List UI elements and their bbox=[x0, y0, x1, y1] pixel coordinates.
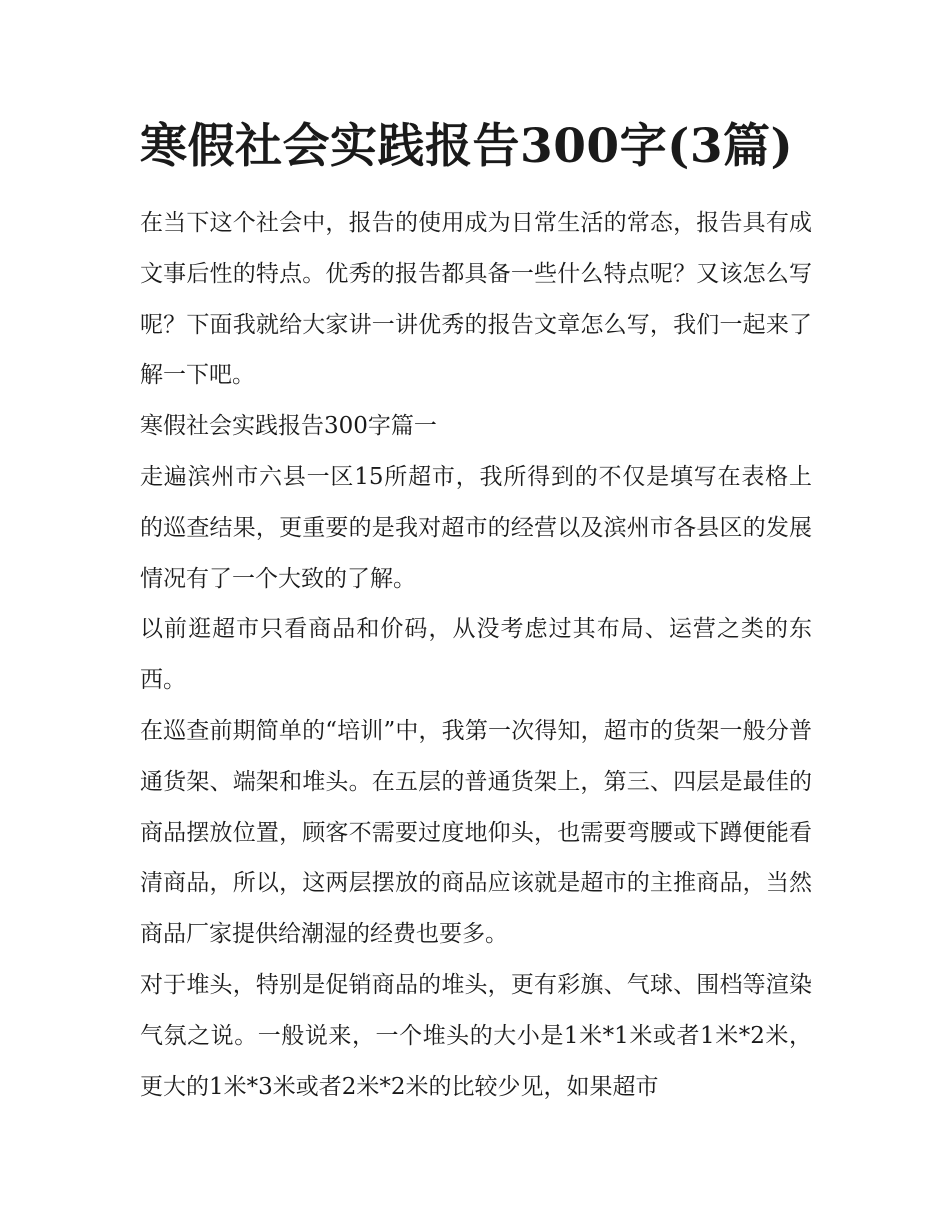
intro-paragraph: 在当下这个社会中，报告的使用成为日常生活的常态，报告具有成文事后性的特点。优秀的报告都具备一些什么特点呢？又该怎么写呢？下面我就给大家讲一讲优秀的报告文章怎么写，我们一起来了解一下吧。 bbox=[140, 210, 812, 389]
body-paragraph: 在巡查前期简单的“培训”中，我第一次得知，超市的货架一般分普通货架、端架和堆头。在五层的普通货架上，第三、四层是最佳的商品摆放位置，顾客不需要过度地仰头，也需要弯腰或下蹲便能看清商品，所以，这两层摆放的商品应该就是超市的主推商品，当然商品厂家提供给潮湿的经费也要多。 bbox=[140, 717, 812, 948]
body-paragraph: 走遍滨州市六县一区15所超市，我所得到的不仅是填写在表格上的巡查结果，更重要的是我对超市的经营以及滨州市各县区的发展情况有了一个大致的了解。 bbox=[140, 463, 812, 592]
body-paragraph: 以前逛超市只看商品和价码，从没考虑过其布局、运营之类的东西。 bbox=[140, 616, 812, 694]
section-heading: 寒假社会实践报告300字篇一 bbox=[140, 413, 437, 440]
body-paragraph: 对于堆头，特别是促销商品的堆头，更有彩旗、气球、围档等渲染气氛之说。一般说来，一个堆头的大小是1米*1米或者1米*2米，更大的1米*3米或者2米*2米的比较少见，如果超市 bbox=[140, 971, 812, 1100]
document-title: 寒假社会实践报告300字(3篇) bbox=[140, 119, 794, 174]
document-page bbox=[140, 112, 812, 1112]
